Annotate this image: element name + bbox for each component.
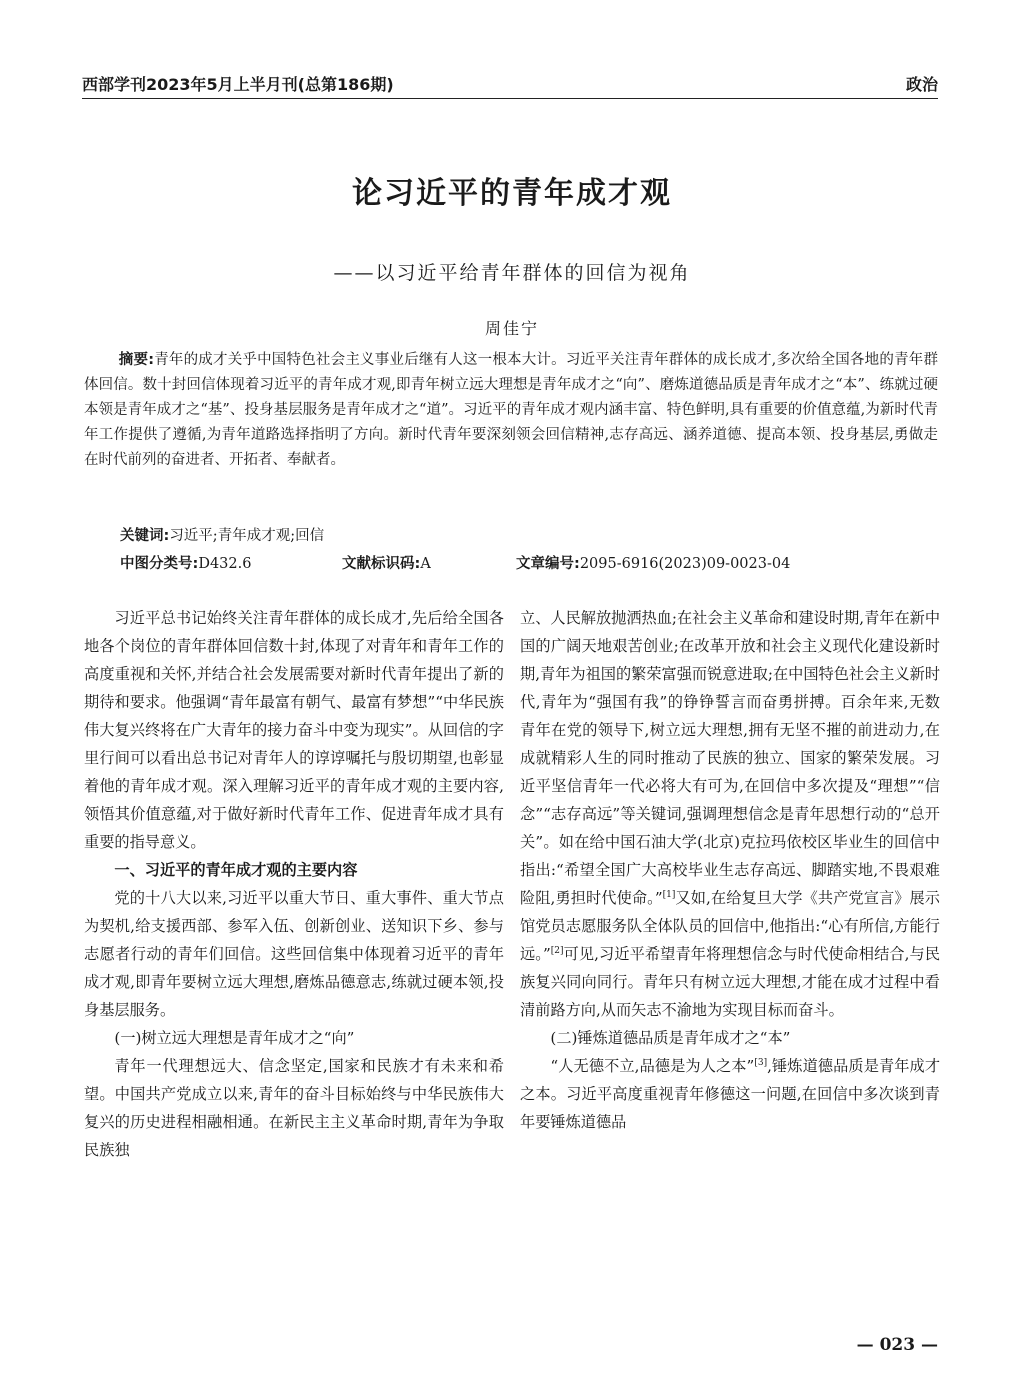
subsection-heading: (二)锤炼道德品质是青年成才之“本”	[550, 1029, 791, 1047]
article-subtitle: ——以习近平给青年群体的回信为视角	[333, 262, 691, 284]
abstract	[84, 348, 938, 473]
body-paragraph	[520, 604, 940, 1024]
body-paragraph: 青年一代理想远大、信念坚定,国家和民族才有未来和希望。中国共产党成立以来,青年的奋斗目标始终与中华民族伟大复兴的历史进程相融相通。在新民主主义革命时期,青年为争取民族独	[84, 1057, 504, 1159]
clc-number	[120, 552, 251, 573]
body-paragraph: 党的十八大以来,习近平以重大节日、重大事件、重大节点为契机,给支援西部、参军入伍、创新创业、送知识下乡、参与志愿者行动的青年们回信。这些回信集中体现着习近平的青年成才观,即青年要树立远大理想,磨炼品德意志,练就过硬本领,投身基层服务。	[84, 889, 504, 1019]
text-run: 可见,习近平希望青年将理想信念与时代使命相结合,与民族复兴同向同行。青年只有树立远大理想,才能在成才过程中看清前路方向,从而矢志不渝地为实现目标而奋斗。	[520, 945, 941, 1019]
text-run: 又如,在给复旦大学《共产党宣言》展示馆党员志愿服务队全体队员的回信中,他指出:“心有所信,方能行远。”	[520, 889, 940, 963]
text-run: “人无德不立,品德是为人之本”	[550, 1057, 755, 1075]
citation-ref: [2]	[550, 945, 564, 956]
document-code-value: A	[420, 556, 431, 572]
journal-name: 西部学刊2023年5月上半月刊(总第186期)	[82, 75, 394, 94]
clc-label: 中图分类号:	[120, 556, 199, 572]
text-run: ,锤炼道德品质是青年成才之本。习近平高度重视青年修德这一问题,在回信中多次谈到青年要锤炼道德品	[520, 1057, 941, 1131]
abstract-label: 摘要:	[118, 352, 154, 368]
article-number	[516, 552, 790, 573]
body-paragraph	[520, 1052, 940, 1136]
keywords	[120, 524, 324, 545]
body-paragraph: 习近平总书记始终关注青年群体的成长成才,先后给全国各地各个岗位的青年群体回信数十封,体现了对青年和青年工作的高度重视和关怀,并结合社会发展需要对新时代青年提出了新的期待和要求。他强调“青年最富有朝气、最富有梦想”“中华民族伟大复兴终将在广大青年的接力奋斗中变为现实”。从回信的字里行间可以看出总书记对青年人的谆谆嘱托与殷切期望,也彰显着他的青年成才观。深入理解习近平的青年成才观的主要内容,领悟其价值意蕴,对于做好新时代青年工作、促进青年成才具有重要的指导意义。	[84, 609, 504, 851]
section-heading: 一、习近平的青年成才观的主要内容	[114, 861, 358, 879]
keywords-label: 关键词:	[120, 528, 170, 544]
citation-ref: [1]	[662, 889, 676, 900]
keywords-text: 习近平;青年成才观;回信	[169, 528, 325, 544]
author-name: 周佳宁	[484, 319, 539, 338]
abstract-text: 青年的成才关乎中国特色社会主义事业后继有人这一根本大计。习近平关注青年群体的成长成才,多次给全国各地的青年群体回信。数十封回信体现着习近平的青年成才观,即青年树立远大理想是青年成才之“向”、磨炼道德品质是青年成才之“本”、练就过硬本领是青年成才之“基”、投身基层服务是青年成才之“道”。习近平的青年成才观内涵丰富、特色鲜明,具有重要的价值意蕴,为新时代青年工作提供了遵循,为青年道路选择指明了方向。新时代青年要深刻领会回信精神,志存高远、涵养道德、提高本领、投身基层,勇做走在时代前列的奋进者、开拓者、奉献者。	[84, 352, 938, 468]
text-run: 立、人民解放抛洒热血;在社会主义革命和建设时期,青年在新中国的广阔天地艰苦创业;在改革开放和社会主义现代化建设新时期,青年为祖国的繁荣富强而锐意进取;在中国特色社会主义新时代,青年为“强国有我”的铮铮誓言而奋勇拼搏。百余年来,无数青年在党的领导下,树立远大理想,拥有无坚不摧的前进动力,在成就精彩人生的同时推动了民族的独立、国家的繁荣发展。习近平坚信青年一代必将大有可为,在回信中多次提及“理想”“信念”“志存高远”等关键词,强调理想信念是青年思想行动的“总开关”。如在给中国石油大学(北京)克拉玛依校区毕业生的回信中指出:“希望全国广大高校毕业生志存高远、脚踏实地,不畏艰难险阻,勇担时代使命。”	[520, 609, 941, 907]
running-header	[82, 72, 938, 99]
document-code	[342, 552, 431, 573]
article-number-label: 文章编号:	[516, 556, 580, 572]
right-column	[520, 604, 940, 1136]
document-code-label: 文献标识码:	[342, 556, 421, 572]
citation-ref: [3]	[754, 1057, 768, 1068]
section-name: 政治	[905, 75, 938, 94]
page-number: — 023 —	[856, 1335, 938, 1355]
clc-value: D432.6	[198, 556, 252, 572]
left-column	[84, 604, 504, 1164]
subsection-heading: (一)树立远大理想是青年成才之“向”	[114, 1029, 355, 1047]
article-number-value: 2095-6916(2023)09-0023-04	[579, 556, 791, 572]
article-title: 论习近平的青年成才观	[352, 176, 672, 211]
